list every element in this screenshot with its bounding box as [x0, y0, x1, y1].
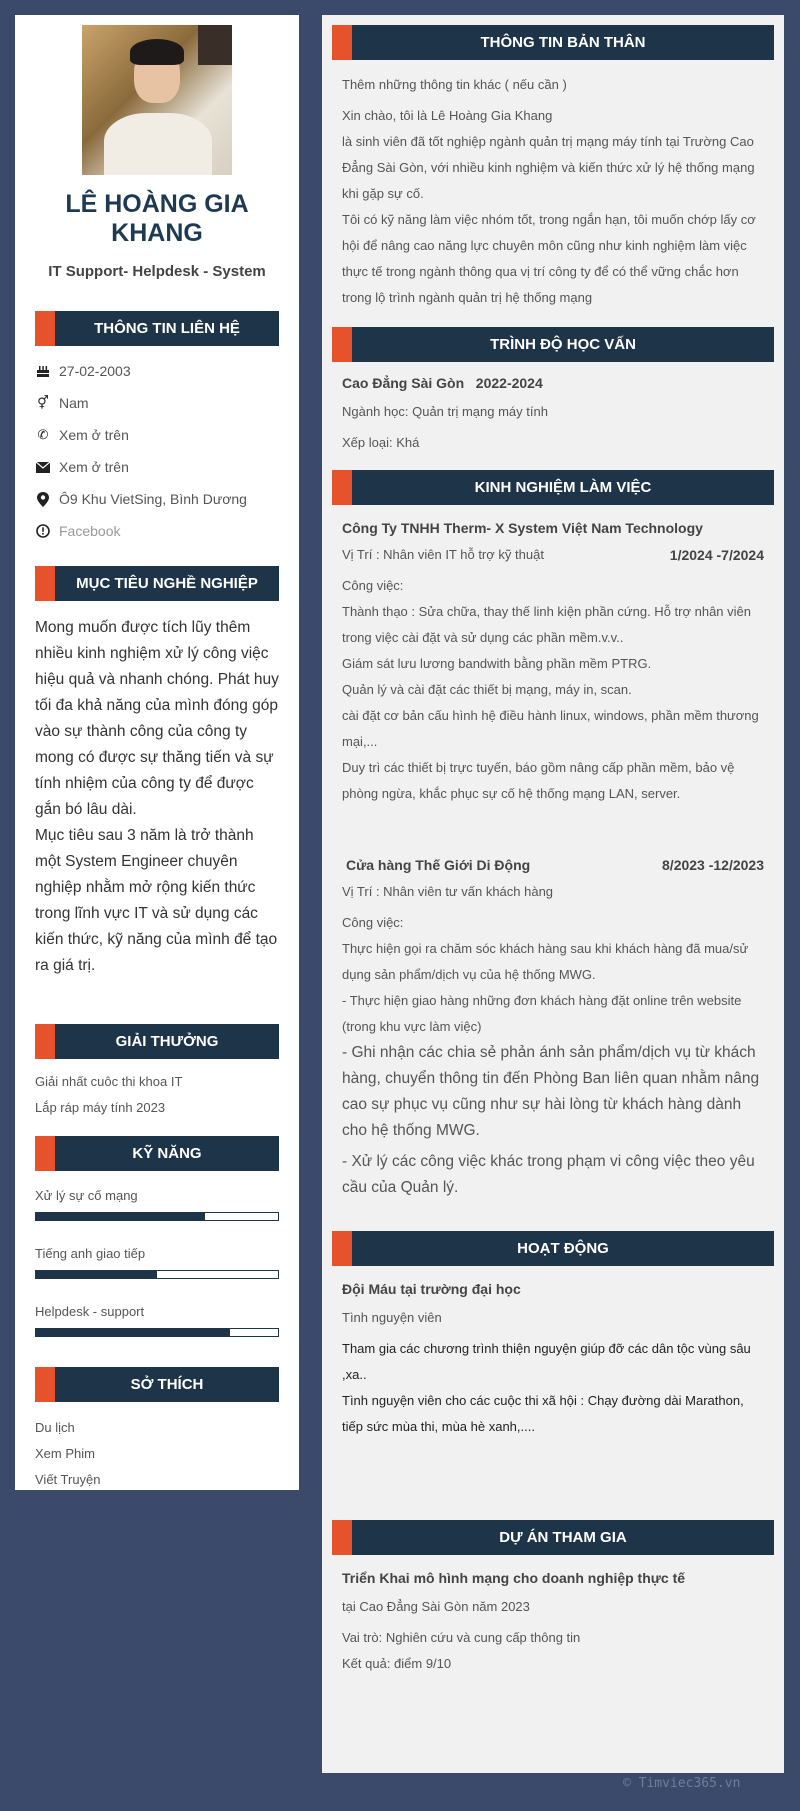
skill-label: Helpdesk - support [35, 1304, 145, 1319]
skill-bar [35, 1212, 279, 1221]
contact-facebook[interactable] [35, 515, 279, 547]
job-company: Cửa hàng Thế Giới Di Động [346, 857, 531, 873]
cake-icon [35, 363, 51, 379]
objective-text: Mong muốn được tích lũy thêm nhiều kinh nghiệm xử lý công việc hiệu quả và nhanh chóng. Phát huy tối đa khả năng của mình đóng góp vào sự thành công của công ty mong có được sự thăng tiến và sự tính nhiệm của công ty để được gắn bó lâu dài. Mục tiêu sau 3 năm là trở thành một System Engineer chuyên nghiệp nhằm mở rộng kiến thức trong lĩnh vực IT và sử dụng các kiến thức, kỹ năng của mình để tạo ra giá trị. [35, 619, 279, 974]
skill-bar [35, 1328, 279, 1337]
education-block: Cao Đẳng Sài Gòn 2022-2024 Ngành học: Quản trị mạng máy tính Xếp loại: Khá [342, 375, 764, 456]
profile-role: IT Support- Helpdesk - System [48, 263, 266, 280]
contact-list [35, 355, 279, 547]
right-column [322, 15, 784, 1773]
job-2: Cửa hàng Thế Giới Di Động 8/2023 -12/2023 Vị Trí : Nhân viên tư vấn khách hàng Công việc: Thực hiện gọi ra chăm sóc khách hàng sau khi khách hàng đã mua/sử dụng sản phẩm/dịch vụ của hệ thống MWG. - Thực hiện giao hàng những đơn khách hàng đặt online trên website (trong khu vực làm việc) - Ghi nhận các chia sẻ phản ánh sản phẩm/dịch vụ từ khách hàng, chuyển thông tin đến Phòng Ban liên quan nhằm nâng cao sự phục vụ cũng như sự hài lòng từ khách hàng dành cho hệ thống MWG. - Xử lý các công việc khác trong phạm vi công việc theo yêu cầu của Quản lý. [342, 857, 764, 1196]
section-header-experience: KINH NGHIỆM LÀM VIỆC [332, 470, 774, 505]
list-item: Xem Phim [35, 1446, 95, 1461]
profile-name: LÊ HOÀNG GIA KHANG [65, 190, 249, 247]
gender-icon: ⚥ [37, 395, 49, 410]
section-header-awards: GIẢI THƯỞNG [35, 1024, 279, 1059]
list-item: Du lịch [35, 1420, 75, 1435]
section-header-contact: THÔNG TIN LIÊN HỆ [35, 311, 279, 346]
section-header-education: TRÌNH ĐỘ HỌC VẤN [332, 327, 774, 362]
job-date: 8/2023 -12/2023 [662, 857, 764, 873]
left-column [15, 15, 299, 1490]
skill-label: Xử lý sự cố mạng [35, 1188, 138, 1203]
skill-bar [35, 1270, 279, 1279]
job-date: 1/2024 -7/2024 [669, 547, 764, 563]
projects-block: Triển Khai mô hình mạng cho doanh nghiệp thực tế tại Cao Đẳng Sài Gòn năm 2023 Vai trò: Nghiên cứu và cung cấp thông tin Kết quả: điểm 9/10 [342, 1570, 686, 1671]
about-text: Thêm những thông tin khác ( nếu cần ) Xin chào, tôi là Lê Hoàng Gia Khang là sinh viên đã tốt nghiệp ngành quản trị mạng máy tính tại Trường Cao Đẳng Sài Gòn, với nhiều kinh nghiệm và kiến thức xử lý hệ thống mạng khi gặp sự cố. Tôi có kỹ năng làm việc nhóm tốt, trong ngắn hạn, tôi muốn chớp lấy cơ hội để nâng cao năng lực chuyên môn cũng như kinh nghiệm làm việc thực tế trong ngành thông qua vị trí công ty để có thể vững chắc hơn trong lộ trình ngành quản trị hệ thống mạng [342, 77, 756, 305]
phone-icon: ✆ [37, 427, 49, 442]
contact-email: Xem ở trên [35, 451, 279, 483]
list-item: Giải nhất cuôc thi khoa IT [35, 1074, 183, 1089]
mail-icon [35, 459, 51, 475]
skill-label: Tiếng anh giao tiếp [35, 1246, 146, 1261]
list-item: Viết Truyện [35, 1472, 101, 1487]
location-icon [35, 491, 51, 507]
section-header-objective: MỤC TIÊU NGHỀ NGHIỆP [35, 566, 279, 601]
job-1: Công Ty TNHH Therm- X System Việt Nam Technology Vị Trí : Nhân viên IT hỗ trợ kỹ thuật 1/2024 -7/2024 Công việc: Thành thạo : Sửa chữa, thay thế linh kiện phần cứng. Hỗ trợ nhân viên trong việc cài đặt và sử dụng các phần mềm.v.v.. Giám sát lưu lương bandwith bằng phần mềm PTRG. Quản lý và cài đặt các thiết bị mạng, máy in, scan. cài đặt cơ bản cấu hình hệ điều hành linux, windows, phần mềm thương mại,... Duy trì các thiết bị trực tuyến, báo gồm nâng cấp phần mềm, bảo vệ phòng ngừa, khắc phục sự cố hệ thống mạng LAN, server. [342, 520, 764, 801]
skills-list [35, 1188, 279, 1337]
education-school: Cao Đẳng Sài Gòn 2022-2024 [342, 375, 543, 391]
watermark: © Timviec365.vn [623, 1776, 741, 1791]
section-header-skills: KỸ NĂNG [35, 1136, 279, 1171]
contact-gender: ⚥ Nam [35, 387, 279, 419]
awards-list [35, 1069, 279, 1121]
profile-photo [82, 25, 232, 175]
section-header-projects: DỰ ÁN THAM GIA [332, 1520, 774, 1555]
section-header-hobbies: SỞ THÍCH [35, 1367, 279, 1402]
contact-birthday: 27-02-2003 [35, 355, 279, 387]
contact-phone: ✆ Xem ở trên [35, 419, 279, 451]
section-header-activities: HOẠT ĐỘNG [332, 1231, 774, 1266]
activities-block: Đội Máu tại trường đại học Tình nguyện viên Tham gia các chương trình thiện nguyện giúp đỡ các dân tộc vùng sâu ,xa.. Tình nguyện viên cho các cuộc thi xã hội : Chạy đường dài Marathon, tiếp sức mùa thi, mùa hè xanh,.... [342, 1281, 751, 1434]
hobbies-list [35, 1415, 279, 1493]
facebook-link[interactable]: Facebook [59, 523, 121, 539]
job-position: Vị Trí : Nhân viên tư vấn khách hàng [342, 884, 554, 899]
job-position: Vị Trí : Nhân viên IT hỗ trợ kỹ thuật [342, 547, 544, 562]
list-item: Lắp ráp máy tính 2023 [35, 1100, 166, 1115]
contact-address: Ô9 Khu VietSing, Bình Dương [35, 483, 279, 515]
info-icon [35, 523, 51, 539]
section-header-about: THÔNG TIN BẢN THÂN [332, 25, 774, 60]
job-company: Công Ty TNHH Therm- X System Việt Nam Technology [342, 520, 703, 536]
